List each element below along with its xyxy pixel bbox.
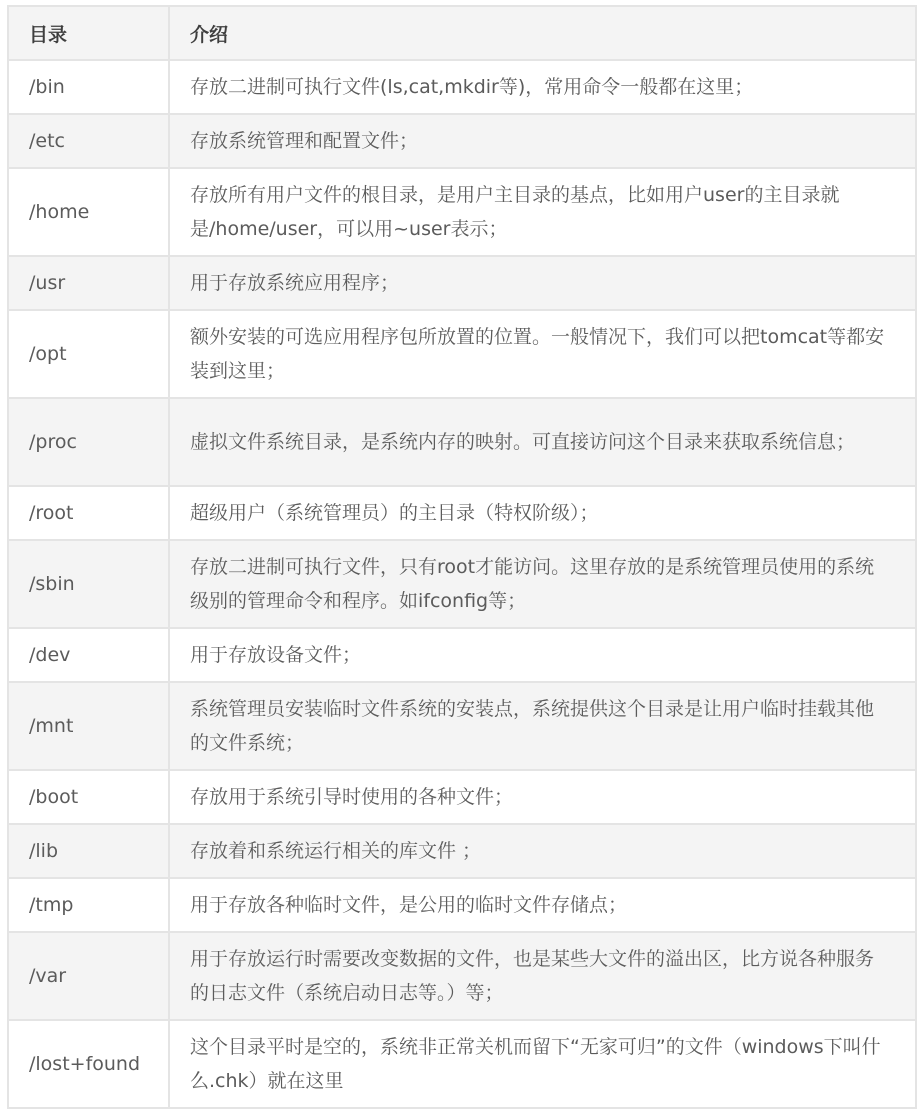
directory-cell: /boot	[8, 770, 169, 824]
directory-cell: /mnt	[8, 682, 169, 770]
directory-cell: /etc	[8, 114, 169, 168]
directory-cell: /lib	[8, 824, 169, 878]
table-row	[8, 1020, 916, 1108]
table-row	[8, 310, 916, 398]
table-row	[8, 486, 916, 540]
description-cell: 存放二进制可执行文件，只有root才能访问。这里存放的是系统管理员使用的系统级别的管理命令和程序。如ifconfig等；	[169, 540, 916, 628]
description-cell: 用于存放系统应用程序；	[169, 256, 916, 310]
description-cell: 存放着和系统运行相关的库文件 ；	[169, 824, 916, 878]
directory-cell: /lost+found	[8, 1020, 169, 1108]
column-header-directory: 目录	[8, 6, 169, 60]
description-cell: 用于存放各种临时文件，是公用的临时文件存储点；	[169, 878, 916, 932]
directory-cell: /home	[8, 168, 169, 256]
table-row	[8, 682, 916, 770]
table-row	[8, 114, 916, 168]
table-row	[8, 60, 916, 114]
directory-cell: /opt	[8, 310, 169, 398]
description-cell: 存放所有用户文件的根目录，是用户主目录的基点，比如用户user的主目录就是/home/user，可以用~user表示；	[169, 168, 916, 256]
description-cell: 系统管理员安装临时文件系统的安装点，系统提供这个目录是让用户临时挂载其他的文件系统；	[169, 682, 916, 770]
table-row	[8, 878, 916, 932]
directory-table	[7, 5, 917, 1109]
table-row	[8, 628, 916, 682]
table-header-row	[8, 6, 916, 60]
table-row	[8, 398, 916, 486]
directory-cell: /usr	[8, 256, 169, 310]
column-header-description: 介绍	[169, 6, 916, 60]
description-cell: 存放用于系统引导时使用的各种文件；	[169, 770, 916, 824]
description-cell: 存放二进制可执行文件(ls,cat,mkdir等)，常用命令一般都在这里；	[169, 60, 916, 114]
description-cell: 这个目录平时是空的，系统非正常关机而留下“无家可归”的文件（windows下叫什么.chk）就在这里	[169, 1020, 916, 1108]
description-cell: 超级用户（系统管理员）的主目录（特权阶级）；	[169, 486, 916, 540]
directory-cell: /bin	[8, 60, 169, 114]
directory-table-container	[7, 5, 915, 1109]
directory-cell: /dev	[8, 628, 169, 682]
table-row	[8, 256, 916, 310]
directory-cell: /var	[8, 932, 169, 1020]
description-cell: 用于存放运行时需要改变数据的文件，也是某些大文件的溢出区，比方说各种服务的日志文件（系统启动日志等。）等；	[169, 932, 916, 1020]
description-cell: 虚拟文件系统目录，是系统内存的映射。可直接访问这个目录来获取系统信息；	[169, 398, 916, 486]
table-row	[8, 540, 916, 628]
table-row	[8, 824, 916, 878]
directory-cell: /root	[8, 486, 169, 540]
description-cell: 用于存放设备文件；	[169, 628, 916, 682]
table-row	[8, 932, 916, 1020]
table-row	[8, 168, 916, 256]
table-row	[8, 770, 916, 824]
description-cell: 存放系统管理和配置文件；	[169, 114, 916, 168]
directory-cell: /proc	[8, 398, 169, 486]
description-cell: 额外安装的可选应用程序包所放置的位置。一般情况下，我们可以把tomcat等都安装到这里；	[169, 310, 916, 398]
directory-cell: /tmp	[8, 878, 169, 932]
directory-cell: /sbin	[8, 540, 169, 628]
